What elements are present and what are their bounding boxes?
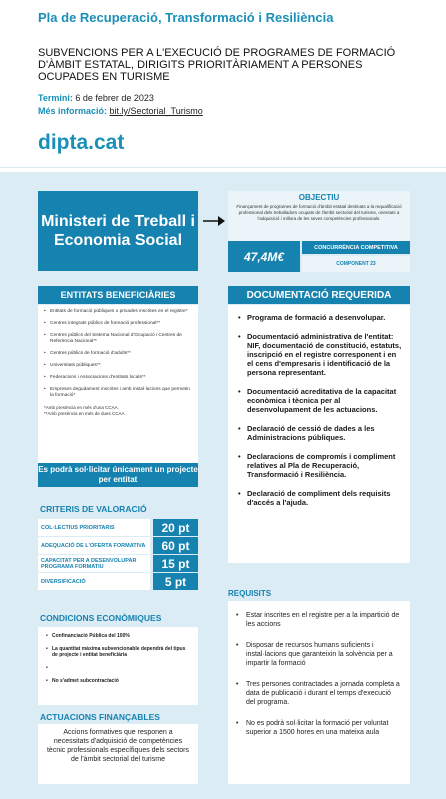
- list-item: • Documentació acreditativa de la capacitat econòmica i tècnica per al desenvolupament de les actuacions.: [238, 387, 402, 414]
- list-item: • La quantitat màxima subvencionable dependrà del tipus de projecte i entitat beneficiària: [46, 646, 190, 658]
- documentacio-heading: DOCUMENTACIÓ REQUERIDA: [228, 286, 410, 304]
- list-item: • Centres integrats públics de formació professional**: [44, 321, 192, 327]
- list-item: • Confinanciació Pública del 100%: [46, 633, 190, 639]
- condicions-list-box: [38, 627, 198, 705]
- criteri-name: CAPACITAT PER A DESENVOLUPAR PROGRAMA FORMATIU: [38, 555, 150, 572]
- criteri-value: 20 pt: [153, 519, 198, 536]
- criteris-heading: CRITERIS DE VALORACIÓ: [40, 504, 147, 514]
- list-item: • Declaració de cessió de dades a les Administracions públiques.: [238, 424, 402, 442]
- requisits-list-box: [228, 601, 410, 784]
- entitats-list-box: [38, 305, 198, 463]
- list-item: • Centres públics de formació d'adults**: [44, 351, 192, 357]
- criteri-row: [38, 573, 198, 590]
- list-item: • Documentació administrativa de l'entitat: NIF, documentació de constitució, estatuts, inscripció en el registre corresponent i en el cens d'empresaris i identificació de la persona representant.: [238, 332, 402, 377]
- list-item: • Estar inscrites en el registre per a la impartició de les accions: [236, 611, 402, 629]
- criteri-row: [38, 555, 198, 572]
- solicitar-banner: Es podrà sol·licitar únicament un projecte per entitat: [38, 463, 198, 487]
- list-item: • No s'admet subcontractació: [46, 678, 190, 684]
- list-item: • Disposar de recursos humans suficients i instal·lacions que garanteixin la solvència per a impartir la formació: [236, 641, 402, 668]
- termini-line: [38, 92, 408, 105]
- ministeri-box: Ministeri de Treball i Economia Social: [38, 191, 198, 271]
- list-item: • Tres persones contractades a jornada completa a data de publicació i durant el temps d'execució del programa.: [236, 680, 402, 707]
- list-item: • Centres públics del Sistema Nacional d'Ocupació i Centres de Referència Nacional**: [44, 333, 192, 345]
- actuacions-heading: ACTUACIONS FINANÇABLES: [40, 712, 160, 722]
- objectiu-title: OBJECTIU: [298, 193, 340, 202]
- criteri-value: 5 pt: [153, 573, 198, 590]
- list-item: • Programa de formació a desenvolupar.: [238, 313, 402, 322]
- condicions-heading: CONDICIONS ECONÒMIQUES: [40, 613, 162, 623]
- list-item: [46, 665, 190, 671]
- entitats-heading: ENTITATS BENEFICIÀRIES: [38, 286, 198, 304]
- criteri-row: [38, 537, 198, 554]
- termini-label: Termini:: [38, 93, 73, 103]
- page-title: SUBVENCIONS PER A L'EXECUCIÓ DE PROGRAMES DE FORMACIÓ D'ÀMBIT ESTATAL, DIRIGITS PRIORITÀRIAMENT A PERSONES OCUPADES EN TURISME: [38, 47, 396, 83]
- criteri-name: ADEQUACIÓ DE L'OFERTA FORMATIVA: [38, 537, 150, 554]
- documentacio-list-box: [228, 305, 410, 563]
- info-label: Més informació:: [38, 106, 108, 116]
- info-link[interactable]: bit.ly/Sectorial_Turismo: [109, 106, 203, 116]
- entitats-note-1: *Amb presència en més d'una CCAA.: [44, 405, 119, 410]
- concurrencia-badge: CONCURRÈNCIA COMPETITIVA: [302, 241, 410, 254]
- list-item: • Entitats de formació públiques o privades inscrites en el registre*: [44, 309, 192, 315]
- divider: [0, 167, 446, 168]
- dipta-logo: dipta.cat: [38, 131, 125, 154]
- list-item: • Universitats públiques**: [44, 363, 192, 369]
- list-item: • Declaracions de compromís i compliment relatives al Pla de Recuperació, Transformació i Resiliència.: [238, 452, 402, 479]
- amount-badge: 47,4M€: [228, 241, 300, 272]
- entitats-note-2: **Amb presència en més de dues CCAA.: [44, 411, 126, 416]
- objectiu-text: Finançament de programes de formació d'àmbit estatal destinats a la requalificació professional dels treballadors ocupats de l'àmbit sectorial del turisme, orientats a l'adquisició i millora de les seves competències professionals.: [236, 204, 402, 221]
- criteri-value: 60 pt: [153, 537, 198, 554]
- criteri-name: COL·LECTIUS PRIORITARIS: [38, 519, 150, 536]
- list-item: • No es podrà sol·licitar la formació per voluntat superior a 1500 hores en una mateixa aula: [236, 719, 402, 737]
- arrow-right-icon: [203, 215, 225, 227]
- actuacions-text: Accions formatives que responen a necessitats d'adquisició de competències tècnic professionals específiques dels sectors de l'àmbit sectorial del turisme: [38, 724, 198, 784]
- objectiu-box: [228, 191, 410, 241]
- list-item: • Declaració de compliment dels requisits d'accés a l'ajuda.: [238, 489, 402, 507]
- criteri-value: 15 pt: [153, 555, 198, 572]
- criteri-name: DIVERSIFICACIÓ: [38, 573, 150, 590]
- termini-value: 6 de febrer de 2023: [75, 93, 154, 103]
- list-item: • Federacions i Associacions d'entitats locals**: [44, 375, 192, 381]
- component-badge: COMPONENT 23: [302, 256, 410, 272]
- criteri-row: [38, 519, 198, 536]
- brand-title: Pla de Recuperació, Transformació i Resiliència: [38, 10, 334, 25]
- info-line: [38, 105, 408, 118]
- list-item: • Empreses degudament inscrites i amb instal·lacions que permetin la formació*: [44, 387, 192, 399]
- requisits-heading: REQUISITS: [228, 589, 272, 598]
